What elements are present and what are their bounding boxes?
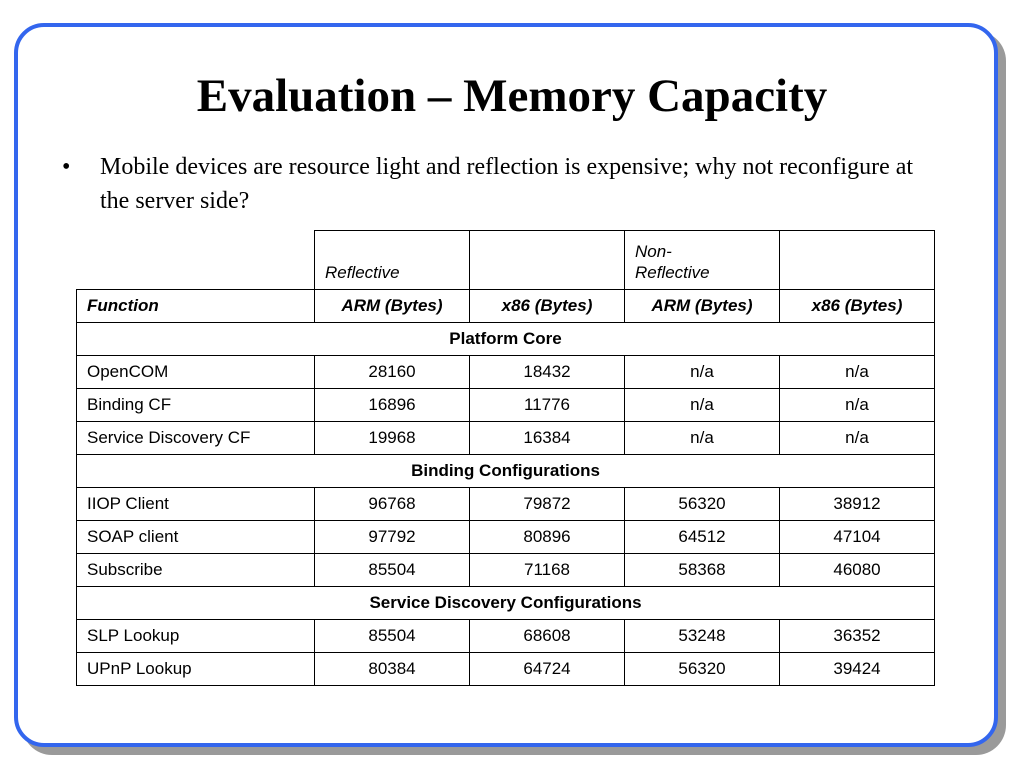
group-header-empty [470, 231, 625, 290]
table-row [77, 356, 935, 389]
non-reflective-arm-cell: 56320 [625, 653, 780, 686]
section-header: Platform Core [77, 323, 935, 356]
reflective-arm-cell: 85504 [315, 554, 470, 587]
reflective-arm-cell: 97792 [315, 521, 470, 554]
bullet-marker: • [62, 154, 71, 180]
non-reflective-x86-cell: 38912 [780, 488, 935, 521]
function-cell: Subscribe [77, 554, 315, 587]
column-header-reflective-arm: ARM (Bytes) [315, 290, 470, 323]
non-reflective-x86-cell: n/a [780, 422, 935, 455]
function-cell: SOAP client [77, 521, 315, 554]
non-reflective-x86-cell: 36352 [780, 620, 935, 653]
reflective-arm-cell: 28160 [315, 356, 470, 389]
function-cell: Binding CF [77, 389, 315, 422]
group-header-non-reflective [625, 231, 780, 290]
non-reflective-x86-cell: 39424 [780, 653, 935, 686]
group-header-reflective: Reflective [315, 231, 470, 290]
memory-capacity-table [76, 230, 935, 686]
non-reflective-x86-cell: 46080 [780, 554, 935, 587]
function-cell: SLP Lookup [77, 620, 315, 653]
column-header-row [77, 290, 935, 323]
non-reflective-arm-cell: n/a [625, 356, 780, 389]
reflective-x86-cell: 16384 [470, 422, 625, 455]
memory-table-body [77, 231, 935, 686]
reflective-arm-cell: 16896 [315, 389, 470, 422]
table-row [77, 389, 935, 422]
slide-title: Evaluation – Memory Capacity [196, 70, 828, 122]
bullet-text: Mobile devices are resource light and reflection is expensive; why not reconfigure at the server side? [100, 154, 914, 214]
group-header-non-reflective-line2: Reflective [635, 263, 710, 282]
section-header-row [77, 455, 935, 488]
non-reflective-arm-cell: 64512 [625, 521, 780, 554]
function-cell: OpenCOM [77, 356, 315, 389]
reflective-x86-cell: 80896 [470, 521, 625, 554]
function-cell: Service Discovery CF [77, 422, 315, 455]
table-row [77, 554, 935, 587]
reflective-x86-cell: 11776 [470, 389, 625, 422]
non-reflective-arm-cell: n/a [625, 422, 780, 455]
function-cell: UPnP Lookup [77, 653, 315, 686]
reflective-arm-cell: 85504 [315, 620, 470, 653]
table-row [77, 653, 935, 686]
column-header-reflective-x86: x86 (Bytes) [470, 290, 625, 323]
non-reflective-x86-cell: n/a [780, 389, 935, 422]
reflective-x86-cell: 71168 [470, 554, 625, 587]
column-header-function: Function [77, 290, 315, 323]
table-row [77, 488, 935, 521]
reflective-x86-cell: 64724 [470, 653, 625, 686]
table-row [77, 422, 935, 455]
function-cell: IIOP Client [77, 488, 315, 521]
non-reflective-arm-cell: 56320 [625, 488, 780, 521]
group-header-row [77, 231, 935, 290]
non-reflective-arm-cell: 53248 [625, 620, 780, 653]
reflective-x86-cell: 18432 [470, 356, 625, 389]
group-header-empty [780, 231, 935, 290]
reflective-x86-cell: 79872 [470, 488, 625, 521]
reflective-arm-cell: 19968 [315, 422, 470, 455]
non-reflective-x86-cell: 47104 [780, 521, 935, 554]
group-header-empty [77, 231, 315, 290]
non-reflective-arm-cell: 58368 [625, 554, 780, 587]
reflective-x86-cell: 68608 [470, 620, 625, 653]
non-reflective-arm-cell: n/a [625, 389, 780, 422]
table-row [77, 521, 935, 554]
reflective-arm-cell: 80384 [315, 653, 470, 686]
non-reflective-x86-cell: n/a [780, 356, 935, 389]
section-header: Service Discovery Configurations [77, 587, 935, 620]
table-row [77, 620, 935, 653]
column-header-non-reflective-arm: ARM (Bytes) [625, 290, 780, 323]
section-header-row [77, 587, 935, 620]
group-header-non-reflective-line1: Non- [635, 242, 672, 261]
reflective-arm-cell: 96768 [315, 488, 470, 521]
section-header: Binding Configurations [77, 455, 935, 488]
section-header-row [77, 323, 935, 356]
column-header-non-reflective-x86: x86 (Bytes) [780, 290, 935, 323]
